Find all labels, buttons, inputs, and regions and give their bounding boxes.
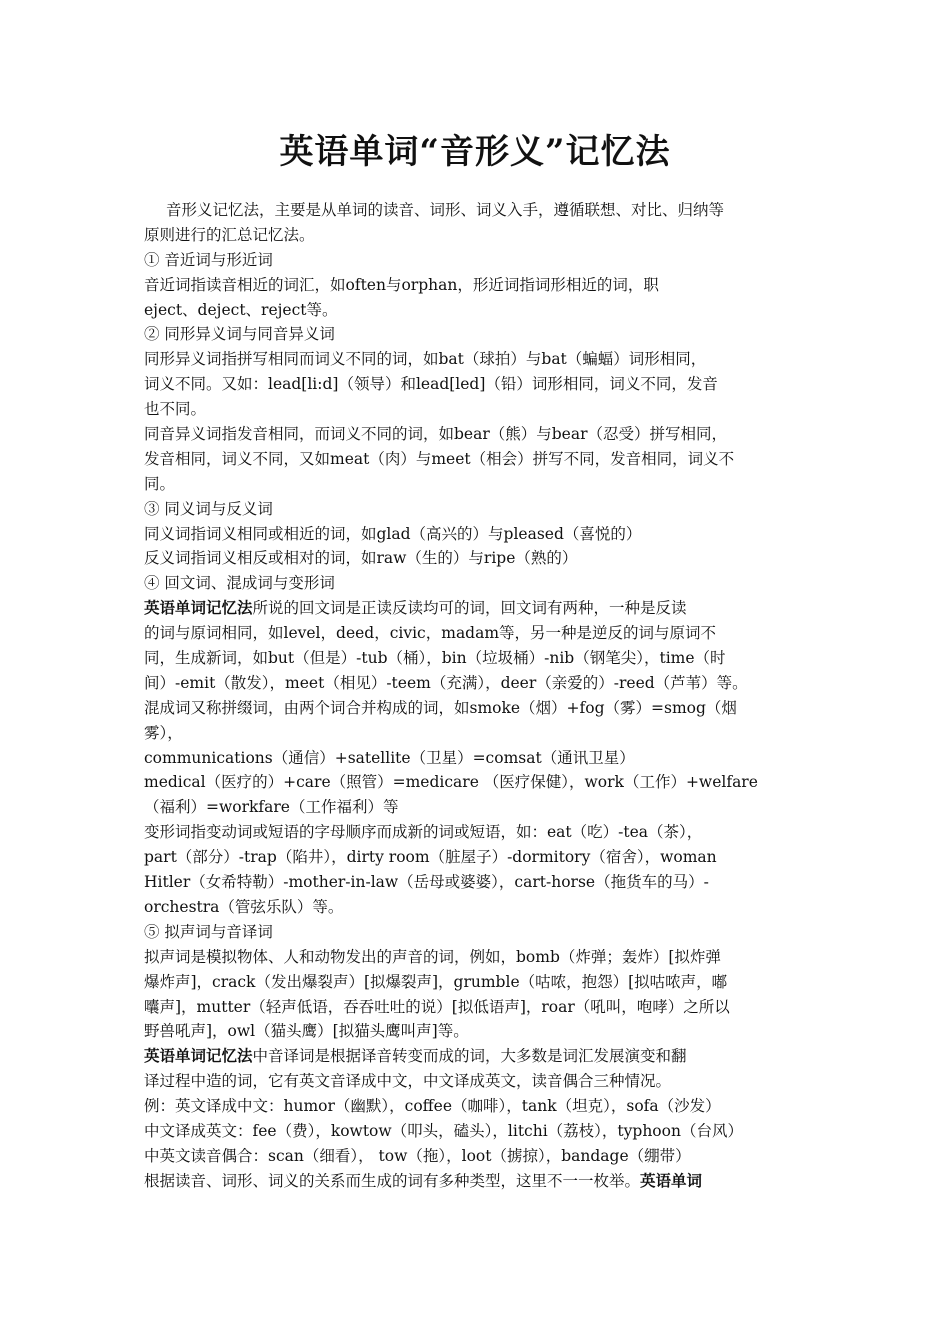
text-line xyxy=(144,372,820,397)
line-text: 变形词指变动词或短语的字母顺序而成新的词或短语，如：eat（吃）-tea（茶）， xyxy=(144,823,703,842)
text-line xyxy=(144,596,820,621)
line-text: 音形义记忆法，主要是从单词的读音、词形、词义入手，遵循联想、对比、归纳等 xyxy=(166,201,725,219)
line-text: 原则进行的汇总记忆法。 xyxy=(144,225,315,244)
line-text: 间）-emit（散发），meet（相见）-teem（充满），deer（亲爱的）-reed（芦苇）等。 xyxy=(144,673,748,692)
line-text: communications（通信）+satellite（卫星）=comsat（通讯卫星） xyxy=(144,748,635,767)
line-text: 同音异义词指发音相同，而词义不同的词，如bear（熊）与bear（忍受）拼写相同， xyxy=(144,425,727,444)
text-line xyxy=(144,920,820,945)
line-text: 音近词指读音相近的词汇，如often与orphan，形近词指词形相近的词，职 xyxy=(144,275,659,294)
line-text: 中音译词是根据译音转变而成的词，大多数是词汇发展演变和翻 xyxy=(252,1047,687,1066)
bold-keyword: 英语单词记忆法 xyxy=(144,1046,253,1066)
text-line xyxy=(144,1069,820,1094)
text-line xyxy=(144,671,820,696)
text-line xyxy=(144,770,820,795)
text-line xyxy=(144,845,820,870)
line-text: 同形异义词指拼写相同而词义不同的词，如bat（球拍）与bat（蝙蝠）词形相同， xyxy=(144,350,707,369)
line-text: ③ 同义词与反义词 xyxy=(144,499,273,518)
line-text: 根据读音、词形、词义的关系而生成的词有多种类型，这里不一一枚举。 xyxy=(144,1171,641,1190)
line-text: 也不同。 xyxy=(144,400,207,419)
text-line xyxy=(144,1169,820,1194)
text-line xyxy=(144,322,820,347)
text-line xyxy=(144,795,820,820)
document-body xyxy=(144,198,820,1194)
text-line xyxy=(144,571,820,596)
line-text: 例：英文译成中文：humor（幽默），coffee（咖啡），tank（坦克），sofa（沙发） xyxy=(144,1097,721,1116)
line-text: 的词与原词相同，如level，deed，civic，madam等，另一种是逆反的词与原词不 xyxy=(144,624,717,643)
text-line xyxy=(144,273,820,298)
text-line xyxy=(144,248,820,273)
text-line xyxy=(144,945,820,970)
line-text: Hitler（女希特勒）-mother-in-law（岳母或婆婆），cart-horse（拖货车的马）- xyxy=(144,873,709,892)
text-line xyxy=(144,198,820,223)
text-line xyxy=(144,721,820,746)
text-line xyxy=(144,1119,820,1144)
text-line xyxy=(144,397,820,422)
text-line xyxy=(144,696,820,721)
text-line xyxy=(144,995,820,1020)
text-line xyxy=(144,646,820,671)
line-text: （福利）=workfare（工作福利）等 xyxy=(144,798,399,817)
text-line xyxy=(144,820,820,845)
line-text: 同义词指词义相同或相近的词，如glad（高兴的）与pleased（喜悦的） xyxy=(144,524,642,543)
line-text: 译过程中造的词，它有英文音译成中文，中文译成英文，读音偶合三种情况。 xyxy=(144,1072,672,1091)
bold-keyword: 英语单词 xyxy=(640,1170,703,1190)
text-line xyxy=(144,870,820,895)
text-line xyxy=(144,970,820,995)
text-line xyxy=(144,522,820,547)
line-text: 中文译成英文：fee（费），kowtow（叩头，磕头），litchi（荔枝），typhoon（台风） xyxy=(144,1121,743,1140)
line-text: 反义词指词义相反或相对的词，如raw（生的）与ripe（熟的） xyxy=(144,549,578,568)
line-text: 囔声]，mutter（轻声低语，吞吞吐吐的说）[拟低语声]，roar（吼叫，咆哮）之所以 xyxy=(144,997,730,1016)
text-line xyxy=(144,1144,820,1169)
text-line xyxy=(144,223,820,248)
text-line xyxy=(144,895,820,920)
line-text: 同。 xyxy=(144,474,176,493)
text-line xyxy=(144,1094,820,1119)
line-text: 词义不同。又如：lead[li:d]（领导）和lead[led]（铅）词形相同，词义不同，发音 xyxy=(144,375,718,394)
line-text: 野兽吼声]，owl（猫头鹰）[拟猫头鹰叫声]等。 xyxy=(144,1022,469,1041)
line-text: ① 音近词与形近词 xyxy=(144,250,273,269)
line-text: orchestra（管弦乐队）等。 xyxy=(144,897,344,916)
text-line xyxy=(144,347,820,372)
text-line xyxy=(144,472,820,497)
line-text: 混成词又称拼缀词，由两个词合并构成的词，如smoke（烟）+fog（雾）=smog（烟 xyxy=(144,698,737,717)
line-text: 同，生成新词，如but（但是）-tub（桶），bin（垃圾桶）-nib（钢笔尖），time（时 xyxy=(144,649,726,668)
line-text: medical（医疗的）+care（照管）=medicare （医疗保健），work（工作）+welfare xyxy=(144,773,758,792)
line-text: eject、deject、reject等。 xyxy=(144,300,338,319)
line-text: ② 同形异义词与同音异义词 xyxy=(144,325,335,344)
line-text: 发音相同，词义不同，又如meat（肉）与meet（相会）拼写不同，发音相同，词义不 xyxy=(144,449,735,468)
bold-keyword: 英语单词记忆法 xyxy=(144,598,253,618)
text-line xyxy=(144,1019,820,1044)
document-title: 英语单词“音形义”记忆法 xyxy=(279,132,671,172)
text-line xyxy=(144,422,820,447)
line-text: 爆炸声]，crack（发出爆裂声）[拟爆裂声]，grumble（咕哝，抱怨）[拟咕哝声，嘟 xyxy=(144,972,728,991)
line-text: 雾）， xyxy=(144,723,183,742)
line-text: ④ 回文词、混成词与变形词 xyxy=(144,574,335,593)
text-line xyxy=(144,497,820,522)
text-line xyxy=(144,746,820,771)
text-line xyxy=(144,546,820,571)
line-text: ⑤ 拟声词与音译词 xyxy=(144,922,273,941)
text-line xyxy=(144,621,820,646)
text-line xyxy=(144,298,820,323)
line-text: 所说的回文词是正读反读均可的词，回文词有两种，一种是反读 xyxy=(252,599,687,618)
text-line xyxy=(144,447,820,472)
line-text: part（部分）-trap（陷井），dirty room（脏屋子）-dormitory（宿舍），woman xyxy=(144,848,717,867)
line-text: 中英文读音偶合：scan（细看）， tow（拖），loot（掳掠），bandage（绷带） xyxy=(144,1146,691,1165)
text-line xyxy=(144,1044,820,1069)
line-text: 拟声词是模拟物体、人和动物发出的声音的词，例如，bomb（炸弹；轰炸）[拟炸弹 xyxy=(144,947,721,966)
